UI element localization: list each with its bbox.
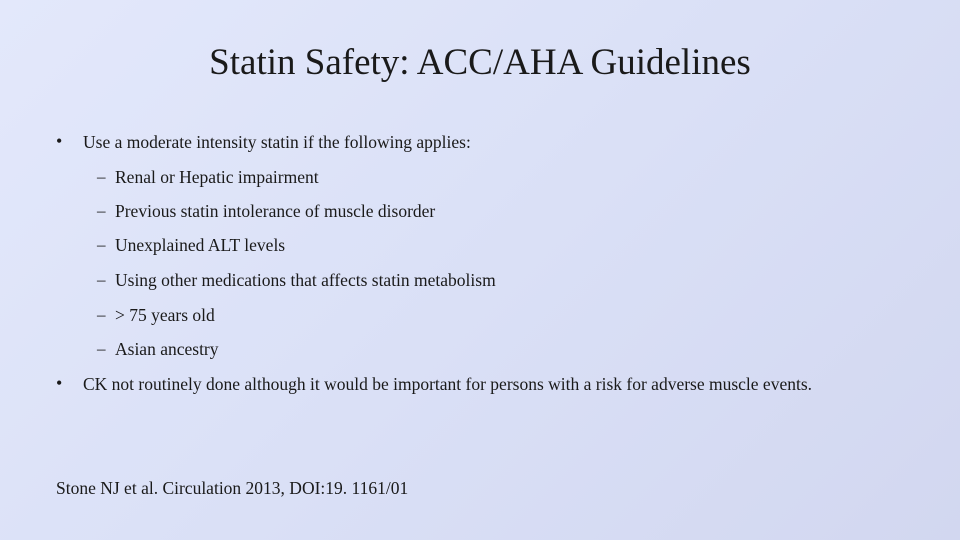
subitem-text: Renal or Hepatic impairment — [115, 167, 319, 187]
subitem-text: Unexplained ALT levels — [115, 235, 286, 255]
subitem-marker: – — [97, 339, 106, 358]
subitem-marker: – — [97, 167, 106, 186]
subitem-text: Previous statin intolerance of muscle disorder — [115, 201, 436, 221]
bullet-text: Use a moderate intensity statin if the following applies: — [83, 132, 471, 152]
subitem-text: Using other medications that affects statin metabolism — [115, 270, 496, 290]
subitem-text: Asian ancestry — [115, 339, 219, 359]
subitem-marker: – — [97, 201, 106, 220]
subitem-text: > 75 years old — [115, 305, 215, 325]
slide-title: Statin Safety: ACC/AHA Guidelines — [209, 42, 751, 83]
bullet-marker: • — [56, 373, 63, 393]
subitem-marker: – — [97, 235, 106, 254]
bullet-marker: • — [56, 131, 63, 151]
bullet-text: CK not routinely done although it would be important for persons with a risk for adverse muscle events. — [83, 374, 813, 394]
subitem-marker: – — [97, 305, 106, 324]
citation: Stone NJ et al. Circulation 2013, DOI:19. 1161/01 — [56, 478, 409, 498]
subitem-marker: – — [97, 270, 106, 289]
